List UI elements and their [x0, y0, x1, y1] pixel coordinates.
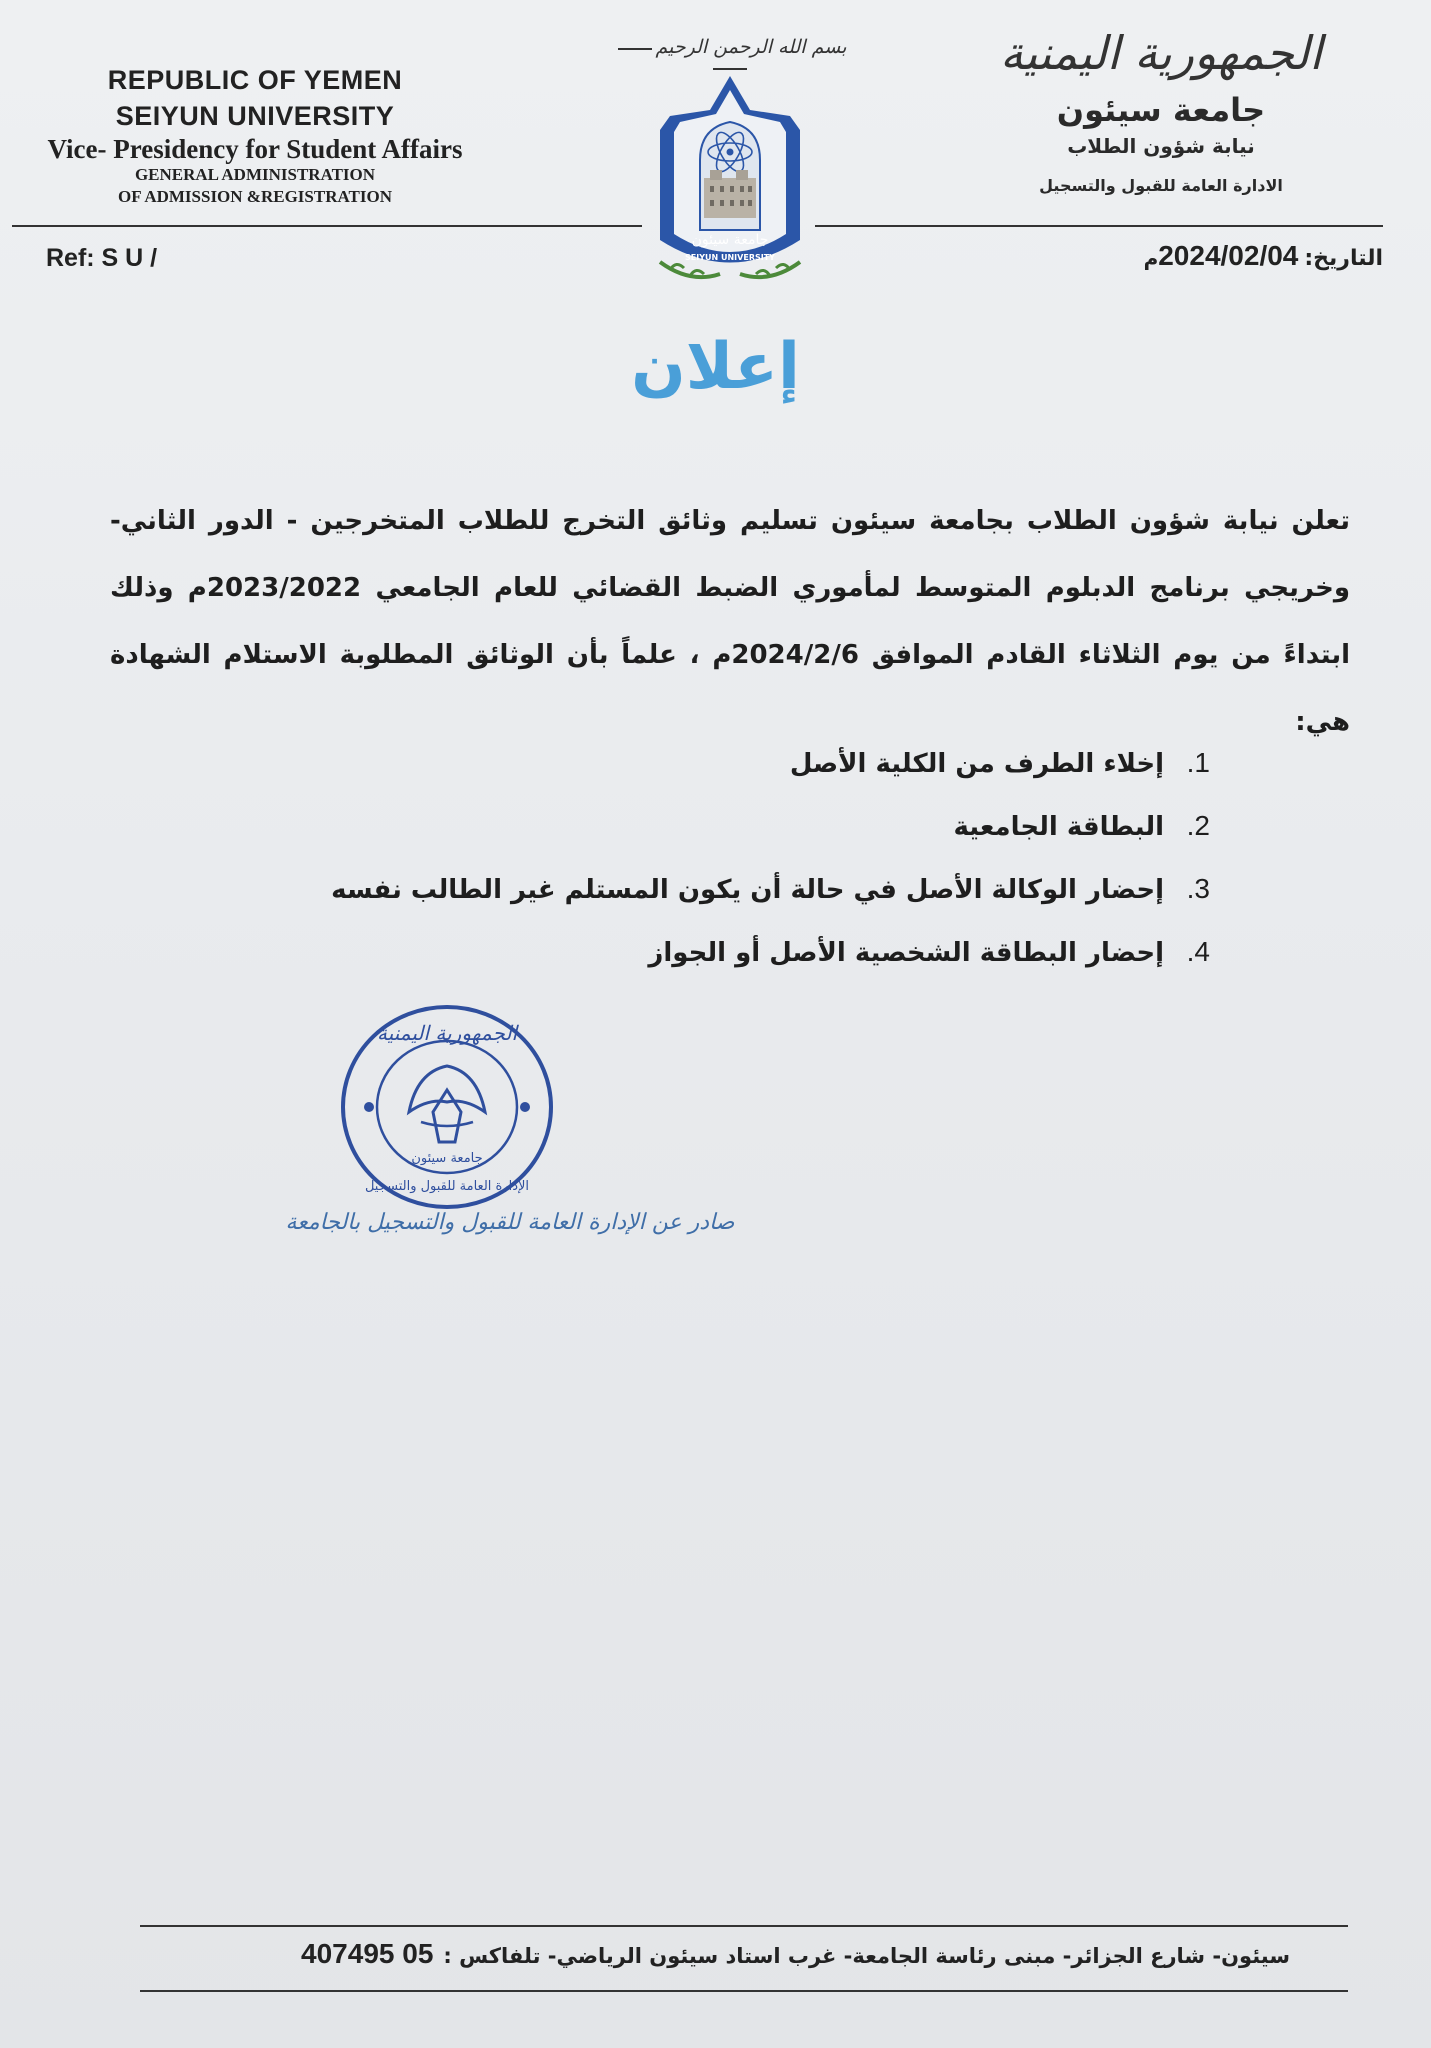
university-logo-icon	[640, 70, 820, 300]
header-en-general-admin: GENERAL ADMINISTRATION	[134, 165, 376, 184]
list-item-text: إحضار البطاقة الشخصية الأصل أو الجواز	[648, 938, 1164, 968]
footer-divider-bottom	[140, 1990, 1348, 1992]
stamp-bottom-text: الإدارة العامة للقبول والتسجيل	[364, 1179, 530, 1194]
header-en-country: REPUBLIC OF YEMEN	[107, 65, 403, 95]
date-value: 2024/02/04	[1158, 240, 1299, 271]
header-divider-left	[12, 225, 642, 227]
list-item-number: 3.	[1186, 873, 1210, 904]
header-en-vice-presidency: Vice- Presidency for Student Affairs	[47, 134, 463, 164]
reference-number: Ref: S U /	[46, 244, 158, 272]
announcement-title: إعلان	[631, 330, 800, 404]
date-suffix: م	[1143, 246, 1159, 270]
list-item	[150, 921, 1210, 984]
footer-address	[140, 1938, 1290, 1970]
header-ar-country: الجمهورية اليمنية	[999, 26, 1323, 80]
header-ar-admission: الادارة العامة للقبول والتسجيل	[1039, 176, 1283, 195]
required-documents-list	[150, 732, 1210, 984]
stamp-middle-text: جامعة سيئون	[411, 1151, 483, 1166]
list-item-text: إخلاء الطرف من الكلية الأصل	[789, 749, 1164, 779]
date-label: التاريخ:	[1304, 246, 1383, 271]
header-en-admission: OF ADMISSION &REGISTRATION	[118, 187, 392, 206]
list-item-number: 4.	[1186, 936, 1210, 967]
document-date	[1144, 240, 1383, 272]
footer-address-text: سيئون- شارع الجزائر- مبنى رئاسة الجامعة- غرب استاد سيئون الرياضي- تلفاكس :	[443, 1944, 1290, 1968]
header-ar-student-affairs: نيابة شؤون الطلاب	[1067, 134, 1255, 158]
header-en-university: SEIYUN UNIVERSITY	[115, 101, 395, 131]
announcement-paragraph: تعلن نيابة شؤون الطلاب بجامعة سيئون تسليم وثائق التخرج للطلاب المتخرجين - الدور الثاني- وخريجي برنامج الدبلوم المتوسط لمأموري الضبط القضائي للعام الجامعي 2023/2022م وذلك ابتداءً من يوم الثلاثاء القادم الموافق 2024/2/6م ، علماً بأن الوثائق المطلوبة الاستلام الشهادة هي:	[110, 506, 1351, 737]
list-item-text: البطاقة الجامعية	[953, 812, 1164, 842]
header-divider-right	[815, 225, 1383, 227]
list-item	[150, 795, 1210, 858]
official-stamp-icon	[337, 1002, 557, 1212]
list-item-number: 1.	[1186, 747, 1210, 778]
header-arabic	[951, 18, 1371, 212]
logo-arabic-text: جامعة سيئون	[691, 232, 769, 248]
header-ar-university: جامعة سيئون	[1056, 91, 1266, 129]
header-english	[10, 62, 500, 208]
list-item	[150, 858, 1210, 921]
basmala-text: بسم الله الرحمن الرحيم	[655, 36, 847, 58]
issued-by-note: صادر عن الإدارة العامة للقبول والتسجيل بالجامعة	[285, 1210, 735, 1235]
logo-english-text: SEIYUN UNIVERSITY	[685, 253, 775, 262]
footer-divider-top	[140, 1925, 1348, 1927]
footer-phone: 05 407495	[301, 1938, 434, 1969]
list-item-text: إحضار الوكالة الأصل في حالة أن يكون المستلم غير الطالب نفسه	[331, 875, 1164, 905]
list-item-number: 2.	[1186, 810, 1210, 841]
stamp-top-text: الجمهورية اليمنية	[376, 1021, 518, 1045]
list-item	[150, 732, 1210, 795]
